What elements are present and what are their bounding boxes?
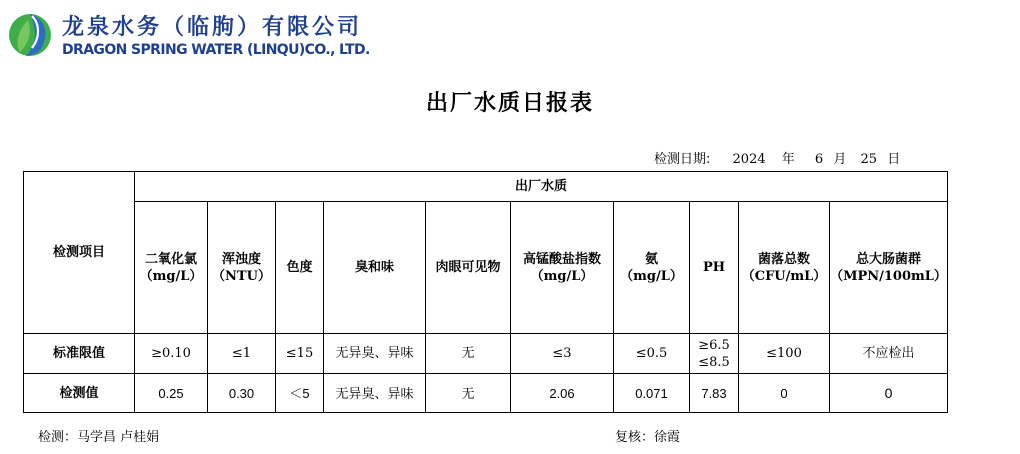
reviewer-name: 徐霞 <box>654 430 681 445</box>
std-cell: ≤3 <box>511 334 614 374</box>
std-cell: ≥0.10 <box>135 334 208 374</box>
inspectors-line <box>38 426 159 445</box>
date-day-unit: 日 <box>887 152 901 167</box>
col-header: 菌落总数 （CFU/mL） <box>739 202 830 334</box>
col-header: 总大肠菌群 （MPN/100mL） <box>830 202 948 334</box>
col-header: 高锰酸盐指数 （mg/L） <box>511 202 614 334</box>
row-header: 检测值 <box>24 374 135 413</box>
std-cell: 不应检出 <box>830 334 948 374</box>
col-header: 二氧化氯 （mg/L） <box>135 202 208 334</box>
col-header: PH <box>690 202 739 334</box>
value-cell: 0 <box>739 374 830 413</box>
company-name-en: DRAGON SPRING WATER (LINQU)CO., LTD. <box>62 42 370 58</box>
reviewer-label: 复核： <box>615 430 655 445</box>
item-header: 检测项目 <box>24 172 135 334</box>
water-quality-table <box>23 171 948 413</box>
row-header: 标准限值 <box>24 334 135 374</box>
company-name-cn: 龙泉水务（临朐）有限公司 <box>62 14 363 40</box>
col-header: 氨 （mg/L） <box>614 202 690 334</box>
inspection-date <box>654 148 900 167</box>
col-header: 臭和味 <box>324 202 426 334</box>
date-label: 检测日期: <box>654 152 711 167</box>
date-year-unit: 年 <box>781 152 795 167</box>
value-cell: 0.25 <box>135 374 208 413</box>
date-year: 2024 <box>732 152 766 167</box>
value-cell: 2.06 <box>511 374 614 413</box>
std-cell: ≤100 <box>739 334 830 374</box>
col-header: 肉眼可见物 <box>426 202 511 334</box>
std-cell: ≤0.5 <box>614 334 690 374</box>
std-cell: ≤15 <box>276 334 324 374</box>
value-cell: 0 <box>830 374 948 413</box>
col-header: 色度 <box>276 202 324 334</box>
group-header: 出厂水质 <box>135 172 948 202</box>
value-cell: 7.83 <box>690 374 739 413</box>
date-month: 6 <box>814 152 824 167</box>
date-day: 25 <box>860 152 878 167</box>
inspector-label: 检测： <box>38 430 78 445</box>
col-header: 浑浊度 （NTU） <box>208 202 276 334</box>
date-month-unit: 月 <box>833 152 847 167</box>
value-cell: 0.071 <box>614 374 690 413</box>
std-cell: 无 <box>426 334 511 374</box>
std-cell: ≤1 <box>208 334 276 374</box>
table-row-measured <box>24 374 948 413</box>
value-cell: ＜5 <box>276 374 324 413</box>
report-title: 出厂水质日报表 <box>425 90 594 116</box>
value-cell: 无异臭、异味 <box>324 374 426 413</box>
std-cell: 无异臭、异味 <box>324 334 426 374</box>
table-row-standard <box>24 334 948 374</box>
inspector-names: 马学昌 卢桂娟 <box>77 430 160 445</box>
company-logo-icon <box>6 10 54 58</box>
value-cell: 0.30 <box>208 374 276 413</box>
std-cell: ≥6.5 ≤8.5 <box>690 334 739 374</box>
reviewer-line <box>615 426 680 445</box>
value-cell: 无 <box>426 374 511 413</box>
